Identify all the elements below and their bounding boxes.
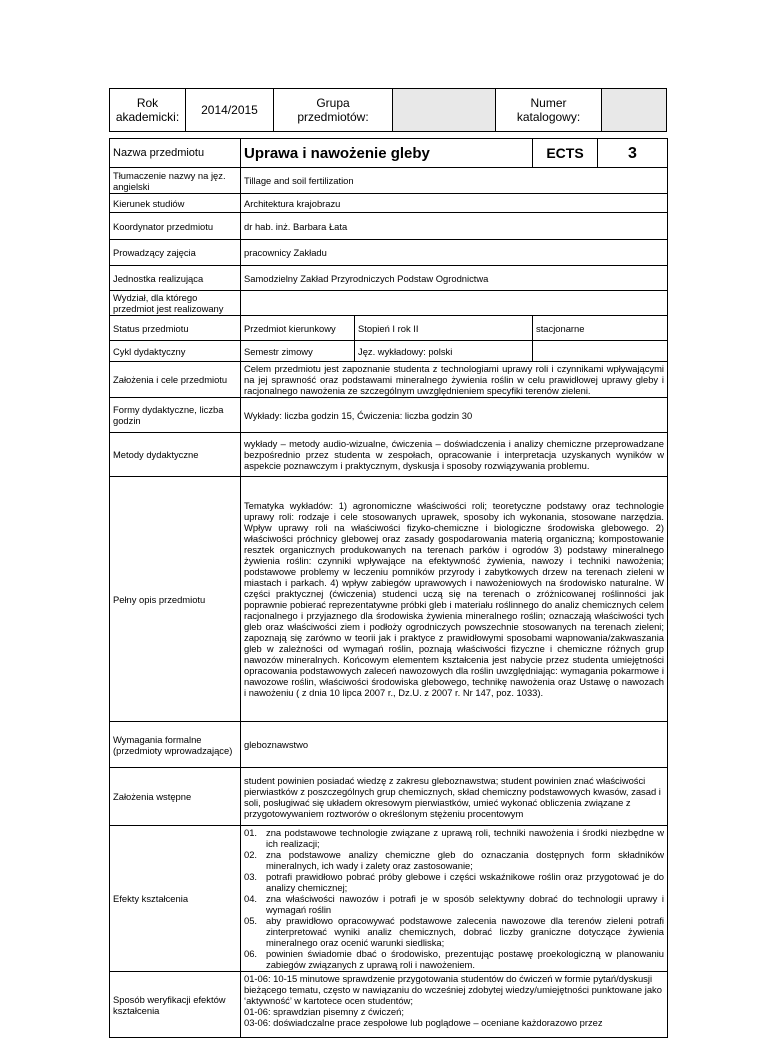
efekty-label: Efekty kształcenia [110,826,241,972]
formy-label: Formy dydaktyczne, liczba godzin [110,398,241,433]
cykl-empty [533,341,668,362]
sposob-line: 01-06: sprawdzian pisemny z ćwiczeń; [244,1006,404,1017]
row-translation [110,168,668,194]
row-cykl [110,341,668,362]
row-wymagania [110,722,668,768]
kierunek-value: Architektura krajobrazu [241,194,668,213]
name-label: Nazwa przedmiotu [110,139,241,168]
course-table [109,138,668,1038]
efekt-item: 06. powinien świadomie dbać o środowisko, prezentując postawę proekologiczną w planowaniu zabiegów związanych z uprawą roli i nawożeniem. [244,948,664,970]
numer-label: Numer katalogowy: [495,89,601,131]
efekty-value [241,826,668,972]
numer-value [601,89,666,131]
translation-label: Tłumaczenie nazwy na jęz. angielski [110,168,241,194]
row-formy [110,398,668,433]
forma-value: stacjonarne [533,316,668,341]
jezyk-value: Jęz. wykładowy: polski [355,341,533,362]
efekty-list [244,827,664,970]
prowadzacy-value: pracownicy Zakładu [241,240,668,266]
status-label: Status przedmiotu [110,316,241,341]
zalozenia-wstepne-label: Założenia wstępne [110,768,241,826]
metody-value: wykłady – metody audio-wizualne, ćwiczenia – doświadczenia i analizy chemiczne przeprowadzane bezpośrednio przez studenta w zespołach, opracowanie i interpretacja uzyskanych wyników w aspekcie poznawczym i praktycznym, dyskusja i sposoby rozwiązywania problemu. [241,433,668,477]
formy-value: Wykłady: liczba godzin 15, Ćwiczenia: liczba godzin 30 [241,398,668,433]
efekt-item: 02. zna podstawowe analizy chemiczne gleb do oznaczania dostępnych form składników mineralnych, ich wady i zalety oraz zastosowanie; [244,849,664,871]
rok-value: 2014/2015 [201,103,258,117]
sposob-line: 01-06: 10-15 minutowe sprawdzenie przygotowania studentów do ćwiczeń w formie pytań/dyskusji bieżącego tematu, często w nawiązaniu do wcześniej zdobytej wiedzy/umiejętności punktowane jako ‘aktywność’ w kartotece ocen studentów; [244,973,662,1006]
row-metody [110,433,668,477]
jednostka-value: Samodzielny Zakład Przyrodniczych Podstaw Ogrodnictwa [241,266,668,291]
row-efekty [110,826,668,972]
ects-value: 3 [598,139,668,168]
zalozenia-cele-label: Założenia i cele przedmiotu [110,362,241,398]
grupa-value [392,89,495,131]
wymagania-value: gleboznawstwo [241,722,668,768]
efekt-item: 03. potrafi prawidłowo pobrać próby glebowe i części wskaźnikowe roślin oraz przygotować je do analizy chemicznej; [244,871,664,893]
course-title: Uprawa i nawożenie gleby [241,139,533,168]
row-jednostka [110,266,668,291]
koordynator-value: dr hab. inż. Barbara Łata [241,213,668,240]
efekt-item: 05. aby prawidłowo opracowywać podstawowe zalecenia nawozowe dla terenów zieleni potrafi zinterpretować wyniki analiz chemicznych, dobrać liczby graniczne dotyczące żywienia mineralnego oraz ocenić warunki siedliska; [244,915,664,948]
ects-label: ECTS [533,139,598,168]
cykl-label: Cykl dydaktyczny [110,341,241,362]
row-koordynator [110,213,668,240]
wydzial-value [241,291,668,316]
row-opis [110,477,668,722]
prowadzacy-label: Prowadzący zajęcia [110,240,241,266]
row-sposob [110,972,668,1038]
rok-label: Rok akademicki: [115,96,180,124]
row-zalozenia-cele [110,362,668,398]
efekt-item: 04. zna właściwości nawozów i potrafi je w sposób selektywny dobrać do technologii uprawy i wymagań roślin [244,893,664,915]
row-zalozenia-wstepne [110,768,668,826]
row-kierunek [110,194,668,213]
metody-label: Metody dydaktyczne [110,433,241,477]
sposob-label: Sposób weryfikacji efektów kształcenia [110,972,241,1038]
kierunek-label: Kierunek studiów [110,194,241,213]
efekt-item: 01. zna podstawowe technologie związane z uprawą roli, techniki nawożenia i środki niezbędne w ich realizacji; [244,827,664,849]
opis-value: Tematyka wykładów: 1) agronomiczne właściwości roli; teoretyczne podstawy oraz technologie uprawy roli: rodzaje i cele stosowanych uprawek, sposoby ich wykonania, stosowane narzędzia. Wpływ uprawy roli na właściwości fizyko-chemiczne i biologiczne środowiska glebowego. 2) właściwości próchnicy glebowej oraz zasady gospodarowania materią organiczną; kompostowanie resztek organicznych produkowanych na terenach parków i ogrodów 3) podstawy mineralnego żywienia roślin: czynniki wpływające na efektywność żywienia, nawozy i techniki nawożenia; podstawowe problemy w leczeniu pomników przyrody i zabytkowych drzew na terenach zieleni w miastach i parkach. 4) wpływ zabiegów uprawowych i nawożeniowych na środowisko naturalne. W części praktycznej (ćwiczenia) studenci uczą się na terenach o zróżnicowanej roślinności jak poprawnie pobierać reprezentatywne próbki gleb i materiału roślinnego do analiz chemicznych celem racjonalnego i przyjaznego dla środowiska żywienia mineralnego roślin; oznaczają właściwości tych gleb oraz właściwości ziem i podłoży ogrodniczych powszechnie stosowanych na terenach zieleni; zapoznają się zarówno w teorii jak i praktyce z prawidłowymi sposobami wapnowania/zakwaszania gleb w zależności od wymagań roślin, poznają właściwości fizyczne i chemiczne różnych grup nawozów mineralnych. Końcowym elementem kształcenia jest nabycie przez studenta umiejętności opracowania podstawowych zaleceń nawozowych dla roślin uwzględniając: wymagania pokarmowe i nawozowe roślin, właściwości środowiska glebowego, technikę nawożenia oraz Ustawę o nawozach i nawożeniu ( z dnia 10 lipca 2007 r., Dz.U. z 2007 r. Nr 147, poz. 1033). [241,477,668,722]
translation-value: Tillage and soil fertilization [241,168,668,194]
status-value: Przedmiot kierunkowy [241,316,355,341]
row-prowadzacy [110,240,668,266]
jednostka-label: Jednostka realizująca [110,266,241,291]
grupa-label: Grupa przedmiotów: [297,96,369,124]
cykl-value: Semestr zimowy [241,341,355,362]
koordynator-label: Koordynator przedmiotu [110,213,241,240]
row-name [110,139,668,168]
zalozenia-wstepne-value: student powinien posiadać wiedzę z zakresu gleboznawstwa; student powinien znać właściwości pierwiastków z poszczególnych grup chemicznych, skład chemiczny podstawowych kwasów, zasad i soli, posługiwać się układem okresowym pierwiastków, umieć wykonać obliczenia związane z przygotowywaniem roztworów o określonym stężeniu procentowym [241,768,668,826]
row-status [110,316,668,341]
wymagania-label: Wymagania formalne (przedmioty wprowadzające) [110,722,241,768]
opis-label: Pełny opis przedmiotu [110,477,241,722]
sposob-value [241,972,668,1038]
stopien-value: Stopień I rok II [355,316,533,341]
sposob-line: 03-06: doświadczalne prace zespołowe lub poglądowe – oceniane każdorazowo przez [244,1017,603,1028]
row-wydzial [110,291,668,316]
zalozenia-cele-value: Celem przedmiotu jest zapoznanie studenta z technologiami uprawy roli i czynnikami wpływającymi na jej sprawność oraz podstawami mineralnego żywienia roślin w celu prawidłowej uprawy gleby i racjonalnego nawożenia ze szczególnym uwzględnieniem specyfiki terenów zieleni. [241,362,668,398]
wydzial-label: Wydział, dla którego przedmiot jest realizowany [110,291,241,316]
